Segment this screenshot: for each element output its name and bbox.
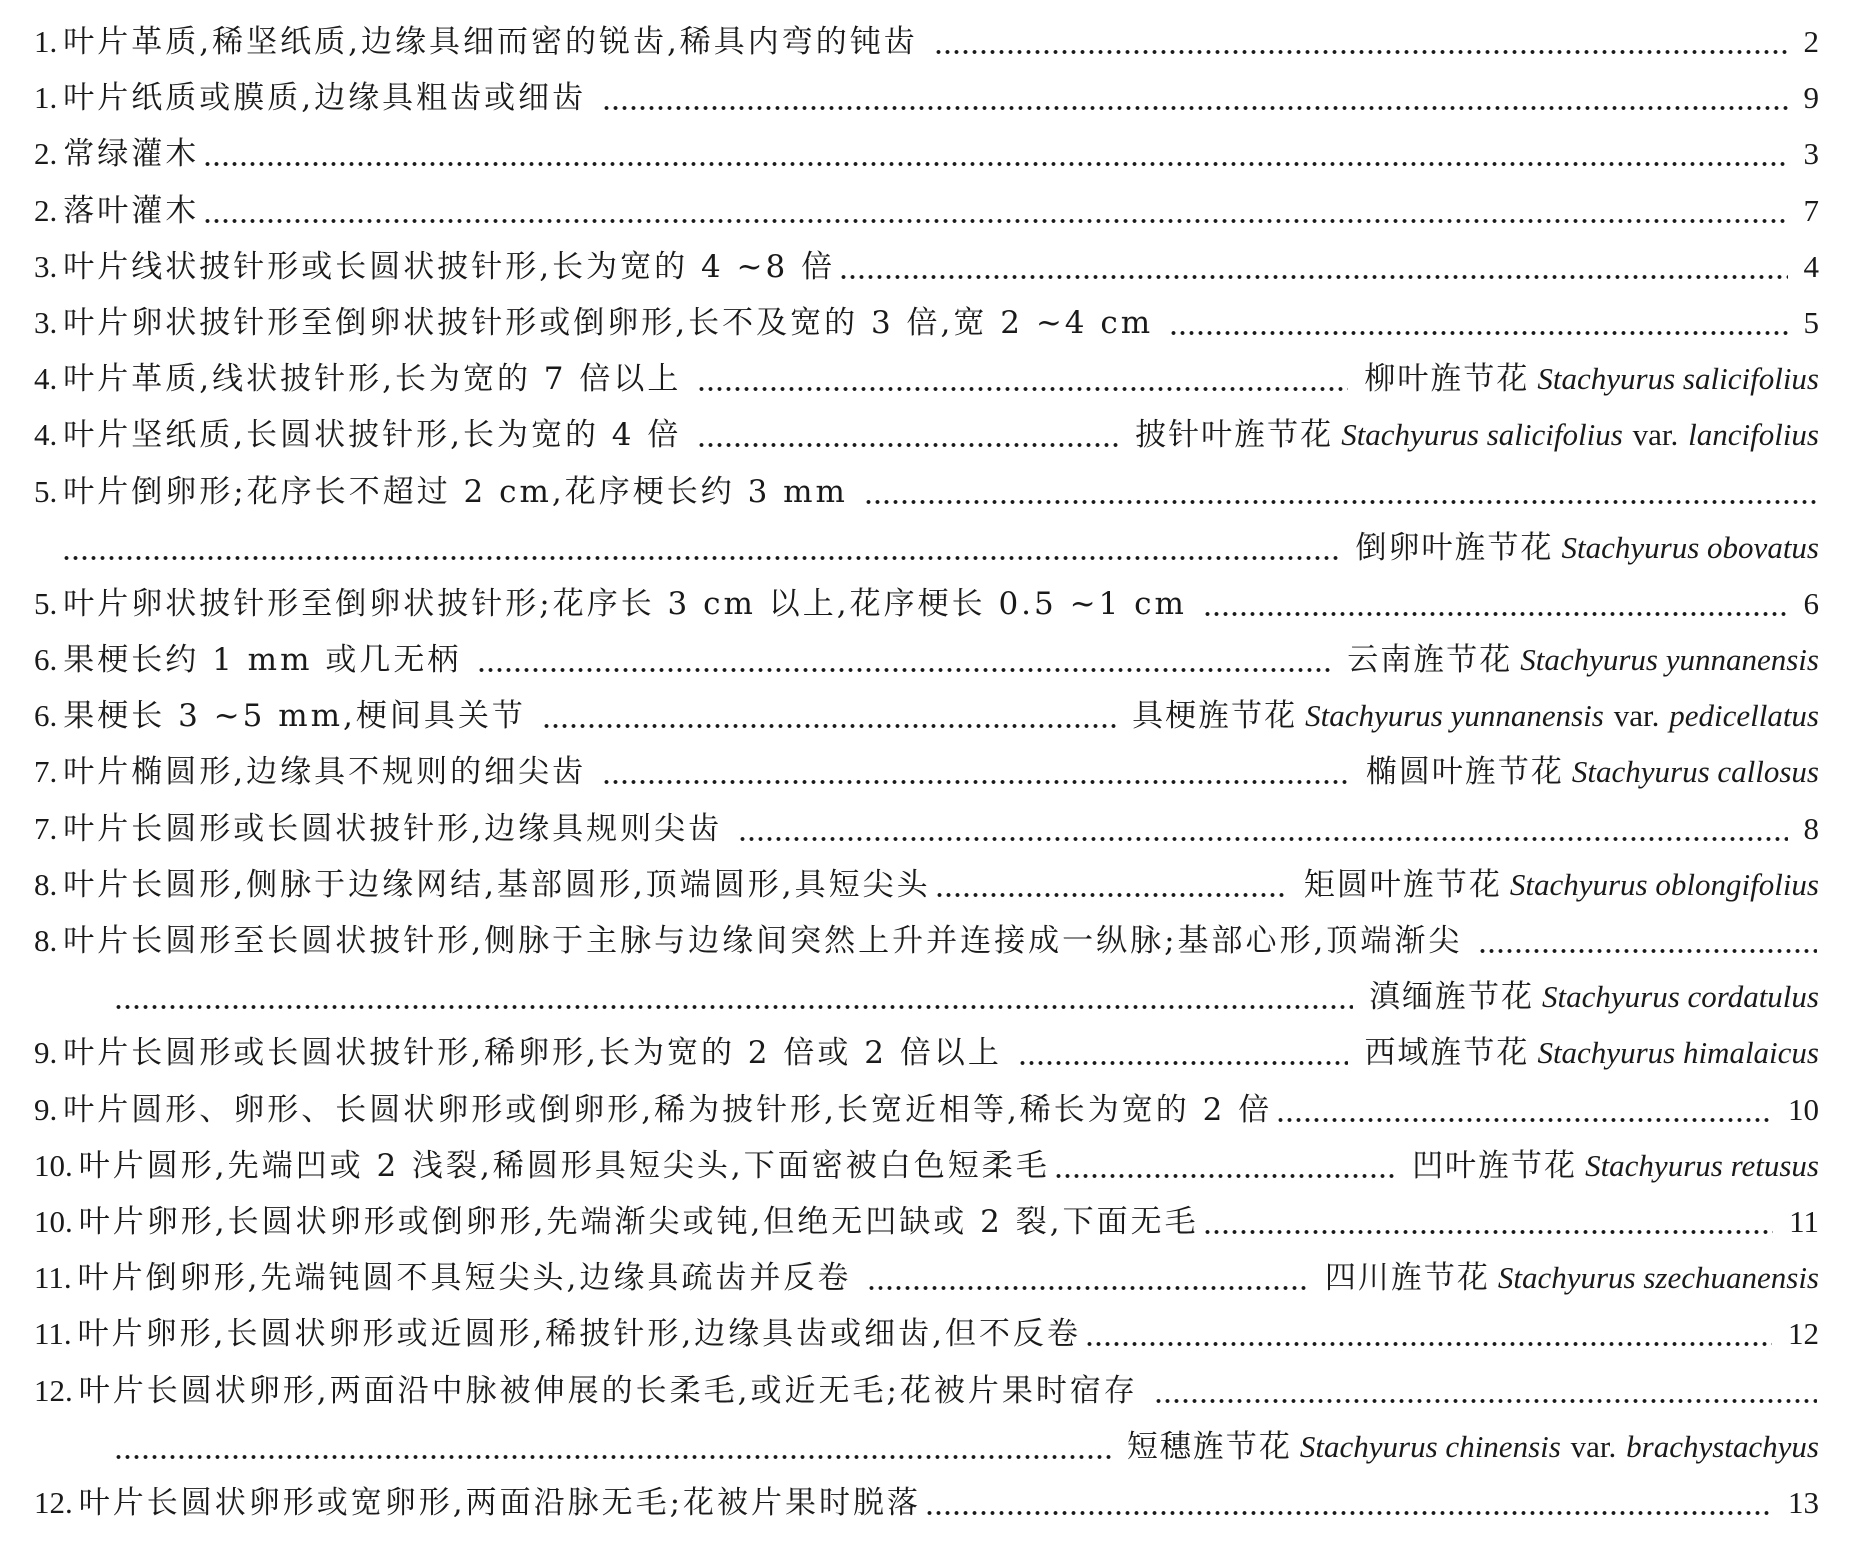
leader-dots bbox=[864, 464, 1817, 520]
couplet-number: 6. bbox=[34, 698, 58, 734]
species-chinese-name: 矩圆叶旌节花 bbox=[1303, 866, 1502, 903]
couplet-number: 1. bbox=[34, 24, 58, 59]
variety-label: var. bbox=[1613, 698, 1660, 734]
species-chinese-name: 具梗旌节花 bbox=[1132, 698, 1298, 735]
species-scientific-name: Stachyurus oblongifolius bbox=[1509, 866, 1819, 902]
couplet-target: 13 bbox=[1788, 1484, 1819, 1520]
species-result bbox=[1304, 857, 1819, 913]
leader-dots bbox=[839, 239, 1787, 295]
couplet-number: 11. bbox=[34, 1316, 72, 1352]
leader-dots bbox=[542, 688, 1116, 744]
variety-name: brachystachyus bbox=[1626, 1428, 1819, 1464]
couplet-text: 叶片长圆状卵形或宽卵形,两面沿脉无毛;花被片果时脱落 bbox=[78, 1484, 922, 1521]
key-line bbox=[34, 1306, 1819, 1362]
species-scientific-name: Stachyurus salicifolius bbox=[1537, 361, 1819, 397]
couplet-text: 叶片长圆状卵形,两面沿中脉被伸展的长柔毛,或近无毛;花被片果时宿存 bbox=[78, 1372, 1138, 1409]
couplet-text: 叶片革质,线状披针形,长为宽的 7 倍以上 bbox=[63, 361, 682, 398]
couplet-target: 8 bbox=[1803, 810, 1819, 846]
couplet-number: 12. bbox=[34, 1484, 73, 1520]
variety-label: var. bbox=[1570, 1428, 1617, 1464]
species-chinese-name: 倒卵叶旌节花 bbox=[1355, 529, 1554, 566]
couplet-text: 叶片坚纸质,长圆状披针形,长为宽的 4 倍 bbox=[63, 417, 682, 454]
couplet-text: 叶片圆形,先端凹或 2 浅裂,稀圆形具短尖头,下面密被白色短柔毛 bbox=[78, 1147, 1050, 1184]
couplet-number: 11. bbox=[34, 1260, 72, 1296]
leader-dots bbox=[1478, 913, 1817, 969]
couplet-text: 果梗长约 1 mm 或几无柄 bbox=[63, 642, 462, 679]
leader-dots bbox=[738, 801, 1787, 857]
key-line bbox=[34, 351, 1819, 407]
leader-dots bbox=[1203, 576, 1788, 632]
key-line bbox=[34, 576, 1819, 632]
species-scientific-name: Stachyurus yunnanensis bbox=[1305, 698, 1604, 734]
species-result bbox=[1132, 688, 1819, 744]
species-chinese-name: 四川旌节花 bbox=[1324, 1260, 1490, 1297]
species-chinese-name: 云南旌节花 bbox=[1347, 642, 1513, 679]
key-line-continuation bbox=[34, 969, 1819, 1025]
couplet-target: 10 bbox=[1788, 1091, 1819, 1127]
key-line bbox=[34, 632, 1819, 688]
couplet-number: 2. bbox=[34, 192, 58, 228]
species-scientific-name: Stachyurus himalaicus bbox=[1537, 1035, 1819, 1071]
couplet-number: 7. bbox=[34, 754, 58, 790]
couplet-number: 9. bbox=[34, 1091, 58, 1127]
leader-dots bbox=[602, 70, 1787, 126]
leader-dots bbox=[1154, 1363, 1817, 1419]
key-line bbox=[34, 857, 1819, 913]
key-line bbox=[34, 801, 1819, 857]
couplet-number: 10. bbox=[34, 1203, 73, 1239]
species-result bbox=[1325, 1250, 1819, 1306]
couplet-text: 叶片长圆形或长圆状披针形,稀卵形,长为宽的 2 倍或 2 倍以上 bbox=[63, 1035, 1002, 1072]
couplet-number: 3. bbox=[34, 248, 58, 284]
key-line bbox=[34, 1194, 1819, 1250]
leader-dots bbox=[1276, 1082, 1772, 1138]
species-scientific-name: Stachyurus callosus bbox=[1571, 754, 1819, 790]
couplet-target: 3 bbox=[1803, 136, 1819, 172]
couplet-target: 12 bbox=[1788, 1316, 1819, 1352]
couplet-number: 3. bbox=[34, 304, 58, 340]
leader-dots bbox=[1169, 295, 1787, 351]
species-chinese-name: 柳叶旌节花 bbox=[1364, 361, 1530, 398]
leader-dots bbox=[697, 407, 1119, 463]
key-line bbox=[34, 688, 1819, 744]
key-line bbox=[34, 913, 1819, 969]
couplet-text: 叶片圆形、卵形、长圆状卵形或倒卵形,稀为披针形,长宽近相等,稀长为宽的 2 倍 bbox=[63, 1091, 1273, 1128]
species-result bbox=[1412, 1138, 1819, 1194]
dichotomous-key bbox=[34, 14, 1819, 1531]
species-result bbox=[1135, 407, 1819, 463]
species-chinese-name: 凹叶旌节花 bbox=[1412, 1147, 1578, 1184]
species-result bbox=[1364, 351, 1819, 407]
leader-dots bbox=[1203, 1194, 1774, 1250]
variety-name: lancifolius bbox=[1688, 417, 1819, 453]
leader-dots bbox=[602, 744, 1350, 800]
key-line bbox=[34, 295, 1819, 351]
leader-dots bbox=[114, 969, 1353, 1025]
couplet-number: 8. bbox=[34, 923, 58, 958]
key-line bbox=[34, 239, 1819, 295]
key-line bbox=[34, 70, 1819, 126]
species-result bbox=[1369, 969, 1819, 1025]
key-line bbox=[34, 1475, 1819, 1531]
species-scientific-name: Stachyurus yunnanensis bbox=[1520, 642, 1819, 678]
couplet-number: 9. bbox=[34, 1035, 58, 1071]
couplet-target: 2 bbox=[1803, 24, 1819, 59]
species-result bbox=[1347, 632, 1819, 688]
couplet-number: 4. bbox=[34, 361, 58, 397]
key-line bbox=[34, 14, 1819, 70]
leader-dots bbox=[925, 1475, 1772, 1531]
couplet-text: 叶片卵形,长圆状卵形或近圆形,稀披针形,边缘具齿或细齿,但不反卷 bbox=[77, 1316, 1082, 1353]
key-line-continuation bbox=[34, 520, 1819, 576]
species-scientific-name: Stachyurus retusus bbox=[1585, 1147, 1819, 1183]
species-result bbox=[1356, 520, 1819, 576]
couplet-text: 叶片革质,稀坚纸质,边缘具细而密的锐齿,稀具内弯的钝齿 bbox=[63, 24, 918, 60]
couplet-text: 叶片线状披针形或长圆状披针形,长为宽的 4 ~8 倍 bbox=[63, 248, 836, 285]
couplet-text: 叶片卵形,长圆状卵形或倒卵形,先端渐尖或钝,但绝无凹缺或 2 裂,下面无毛 bbox=[78, 1203, 1199, 1240]
couplet-text: 叶片长圆形,侧脉于边缘网结,基部圆形,顶端圆形,具短尖头 bbox=[63, 866, 931, 903]
leader-dots bbox=[203, 183, 1787, 239]
species-result bbox=[1127, 1419, 1819, 1475]
couplet-number: 4. bbox=[34, 417, 58, 453]
species-result bbox=[1366, 744, 1819, 800]
couplet-text: 常绿灌木 bbox=[63, 136, 200, 173]
key-line bbox=[34, 1250, 1819, 1306]
leader-dots bbox=[697, 351, 1348, 407]
leader-dots bbox=[62, 520, 1340, 576]
species-result bbox=[1364, 1025, 1819, 1081]
key-line bbox=[34, 183, 1819, 239]
species-scientific-name: Stachyurus szechuanensis bbox=[1497, 1260, 1819, 1296]
species-scientific-name: Stachyurus cordatulus bbox=[1542, 979, 1819, 1015]
leader-dots bbox=[1018, 1025, 1349, 1081]
couplet-target: 6 bbox=[1803, 585, 1819, 621]
leader-dots bbox=[203, 126, 1787, 182]
key-line bbox=[34, 126, 1819, 182]
couplet-target: 5 bbox=[1803, 304, 1819, 340]
variety-label: var. bbox=[1632, 417, 1679, 453]
leader-dots bbox=[934, 14, 1788, 70]
couplet-text: 果梗长 3 ~5 mm,梗间具关节 bbox=[63, 698, 526, 735]
key-line bbox=[34, 1082, 1819, 1138]
key-line bbox=[34, 1025, 1819, 1081]
couplet-number: 5. bbox=[34, 473, 58, 509]
couplet-number: 7. bbox=[34, 810, 58, 846]
couplet-text: 叶片纸质或膜质,边缘具粗齿或细齿 bbox=[63, 80, 587, 117]
couplet-text: 叶片卵状披针形至倒卵状披针形;花序长 3 cm 以上,花序梗长 0.5 ~1 cm bbox=[63, 585, 1187, 622]
couplet-target: 4 bbox=[1803, 248, 1819, 284]
couplet-text: 叶片倒卵形,先端钝圆不具短尖头,边缘具疏齿并反卷 bbox=[77, 1260, 852, 1297]
couplet-number: 10. bbox=[34, 1147, 73, 1183]
couplet-text: 落叶灌木 bbox=[63, 192, 200, 229]
key-line bbox=[34, 464, 1819, 520]
couplet-number: 12. bbox=[34, 1372, 73, 1408]
couplet-target: 7 bbox=[1803, 192, 1819, 228]
couplet-number: 6. bbox=[34, 642, 58, 678]
key-line bbox=[34, 744, 1819, 800]
couplet-number: 1. bbox=[34, 80, 58, 116]
leader-dots bbox=[477, 632, 1331, 688]
couplet-text: 叶片倒卵形;花序长不超过 2 cm,花序梗长约 3 mm bbox=[63, 473, 848, 510]
couplet-number: 5. bbox=[34, 585, 58, 621]
species-scientific-name: Stachyurus salicifolius bbox=[1341, 417, 1623, 453]
couplet-text: 叶片长圆形或长圆状披针形,边缘具规则尖齿 bbox=[63, 810, 723, 847]
species-chinese-name: 披针叶旌节花 bbox=[1135, 417, 1334, 454]
leader-dots bbox=[1054, 1138, 1396, 1194]
species-chinese-name: 西域旌节花 bbox=[1364, 1035, 1530, 1072]
couplet-text: 叶片长圆形至长圆状披针形,侧脉于主脉与边缘间突然上升并连接成一纵脉;基部心形,顶端渐尖 bbox=[63, 923, 1463, 959]
species-chinese-name: 滇缅旌节花 bbox=[1369, 979, 1535, 1016]
leader-dots bbox=[935, 857, 1288, 913]
key-line-continuation bbox=[34, 1419, 1819, 1475]
variety-name: pedicellatus bbox=[1669, 698, 1819, 734]
key-line bbox=[34, 1363, 1819, 1419]
species-chinese-name: 短穗旌节花 bbox=[1126, 1428, 1292, 1465]
couplet-number: 8. bbox=[34, 866, 58, 902]
couplet-target: 9 bbox=[1803, 80, 1819, 116]
leader-dots bbox=[867, 1250, 1309, 1306]
species-scientific-name: Stachyurus obovatus bbox=[1561, 529, 1819, 565]
leader-dots bbox=[114, 1419, 1111, 1475]
couplet-text: 叶片椭圆形,边缘具不规则的细尖齿 bbox=[63, 754, 587, 791]
couplet-number: 2. bbox=[34, 136, 58, 172]
couplet-target: 11 bbox=[1789, 1203, 1819, 1239]
leader-dots bbox=[1085, 1306, 1772, 1362]
couplet-text: 叶片卵状披针形至倒卵状披针形或倒卵形,长不及宽的 3 倍,宽 2 ~4 cm bbox=[63, 304, 1154, 341]
species-chinese-name: 椭圆叶旌节花 bbox=[1365, 754, 1564, 791]
species-scientific-name: Stachyurus chinensis bbox=[1299, 1428, 1561, 1464]
key-line bbox=[34, 1138, 1819, 1194]
key-line bbox=[34, 407, 1819, 463]
